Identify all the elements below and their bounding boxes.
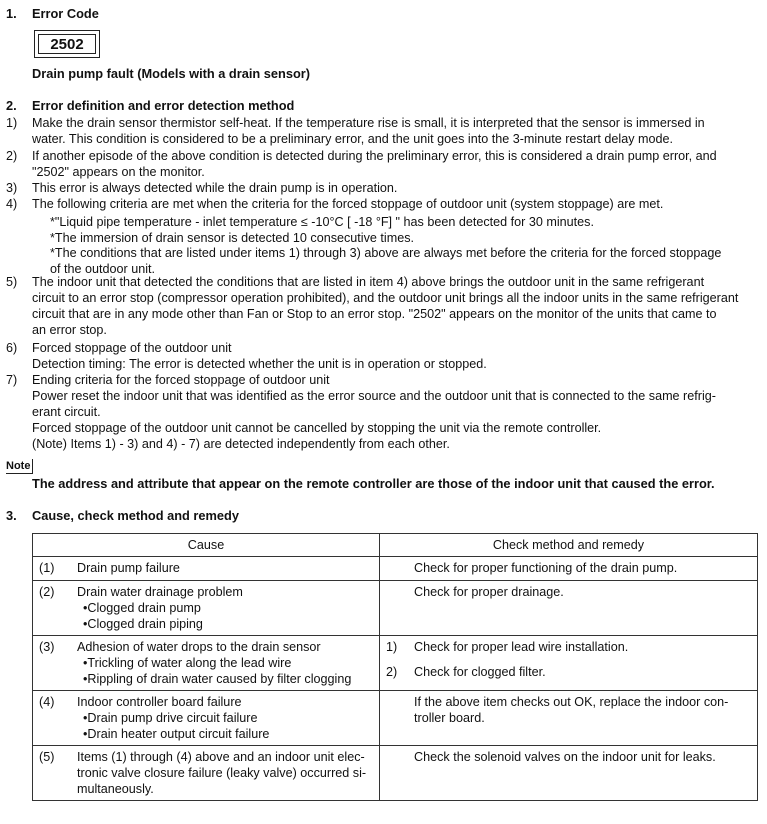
cause-cell <box>33 691 380 746</box>
definition-item-line: an error stop. <box>32 323 107 337</box>
criteria-line: *The conditions that are listed under items 1) through 3) above are always met before the criteria for the forced stoppage <box>50 246 722 260</box>
remedy-text <box>414 691 757 726</box>
definition-item-line: erant circuit. <box>32 405 101 419</box>
definition-item-number: 6) <box>6 341 18 355</box>
definition-item-line: Power reset the indoor unit that was identified as the error source and the outdoor unit that is connected to the same refrig- <box>32 389 716 403</box>
definition-item-line: (Note) Items 1) - 3) and 4) - 7) are detected independently from each other. <box>32 437 450 451</box>
cause-bullet: •Clogged drain pump <box>83 601 201 615</box>
section-3-number: 3. <box>6 508 17 523</box>
cause-line: Drain pump failure <box>77 561 180 575</box>
section-2-title: Error definition and error detection method <box>32 98 295 113</box>
definition-item-number: 2) <box>6 149 18 163</box>
definition-item-number: 7) <box>6 373 18 387</box>
cause-bullet: •Trickling of water along the lead wire <box>83 656 292 670</box>
definition-item-line: If another episode of the above condition is detected during the preliminary error, this is considered a drain pump error, and <box>32 149 717 163</box>
remedy-line: Check for proper drainage. <box>414 585 564 599</box>
remedy-cell <box>380 581 758 636</box>
cause-line: tronic valve closure failure (leaky valve) occurred si- <box>77 766 367 780</box>
table-row <box>33 557 758 581</box>
cause-text <box>77 691 379 745</box>
definition-item-line: circuit that are in any mode other than Fan or Stop to an error stop. "2502" appears on the monitor of the units that came to <box>32 307 717 321</box>
definition-item-number: 5) <box>6 275 18 289</box>
section-1-number: 1. <box>6 6 17 21</box>
definition-item-line: "2502" appears on the monitor. <box>32 165 205 179</box>
definition-item-line: The indoor unit that detected the conditions that are listed in item 4) above brings the outdoor unit in the same refrigerant <box>32 275 705 289</box>
cause-line: Adhesion of water drops to the drain sensor <box>77 640 321 654</box>
cause-bullet: •Clogged drain piping <box>83 617 203 631</box>
cause-cell <box>33 581 380 636</box>
cause-line: multaneously. <box>77 782 154 796</box>
definition-item-line: Detection timing: The error is detected whether the unit is in operation or stopped. <box>32 357 487 371</box>
remedy-subitem-text: Check for proper lead wire installation. <box>414 640 629 654</box>
remedy-line: Check for proper functioning of the drain pump. <box>414 561 678 575</box>
remedy-subitem-number: 1) <box>386 640 398 654</box>
error-subtitle: Drain pump fault (Models with a drain sensor) <box>32 66 311 81</box>
note-text: The address and attribute that appear on the remote controller are those of the indoor unit that caused the error. <box>32 476 715 491</box>
remedy-line: Check the solenoid valves on the indoor unit for leaks. <box>414 750 716 764</box>
definition-item-line: water. This condition is considered to be a preliminary error, and the unit goes into the 3-minute restart delay mode. <box>32 132 673 146</box>
definition-item-line: circuit to an error stop (compressor operation prohibited), and the outdoor unit brings all the indoor units in the same refrigerant <box>32 291 739 305</box>
cause-bullet: •Rippling of drain water caused by filter clogging <box>83 672 352 686</box>
definition-item-number: 4) <box>6 197 18 211</box>
remedy-text <box>414 746 757 765</box>
section-3-title: Cause, check method and remedy <box>32 508 239 523</box>
remedy-text <box>414 557 757 576</box>
remedy-text <box>380 636 757 680</box>
definition-item-line: This error is always detected while the drain pump is in operation. <box>32 181 398 195</box>
cause-cell-content <box>33 557 379 579</box>
remedy-cell <box>380 691 758 746</box>
row-number: (3) <box>39 640 55 654</box>
cause-line: Drain water drainage problem <box>77 585 243 599</box>
cause-cell <box>33 557 380 581</box>
remedy-subitem-number: 2) <box>386 665 398 679</box>
table-row <box>33 691 758 746</box>
cause-cell-content <box>33 691 379 745</box>
row-number: (1) <box>39 561 55 575</box>
table-row <box>33 636 758 691</box>
row-number: (2) <box>39 585 55 599</box>
table-row <box>33 581 758 636</box>
remedy-subitem-text: Check for clogged filter. <box>414 665 546 679</box>
error-code: 2502 <box>38 34 96 54</box>
cause-text <box>77 581 379 635</box>
cause-text <box>77 746 379 800</box>
criteria-line: *The immersion of drain sensor is detected 10 consecutive times. <box>50 230 414 245</box>
cause-cell <box>33 746 380 801</box>
error-code-box <box>34 30 100 58</box>
definition-item-line: Ending criteria for the forced stoppage of outdoor unit <box>32 373 330 387</box>
cause-cell <box>33 636 380 691</box>
header-remedy: Check method and remedy <box>380 534 758 557</box>
remedy-line: If the above item checks out OK, replace the indoor con- <box>414 695 729 709</box>
definition-item-number: 3) <box>6 181 18 195</box>
row-number: (5) <box>39 750 55 764</box>
cause-bullet: •Drain pump drive circuit failure <box>83 711 258 725</box>
cause-line: Items (1) through (4) above and an indoor unit elec- <box>77 750 365 764</box>
definition-item-line: Make the drain sensor thermistor self-heat. If the temperature rise is small, it is interpreted that the sensor is immersed in <box>32 116 705 130</box>
cause-bullet: •Drain heater output circuit failure <box>83 727 270 741</box>
remedy-text <box>414 581 757 600</box>
cause-cell-content <box>33 581 379 635</box>
cause-text <box>77 557 379 579</box>
definition-item-number: 1) <box>6 116 18 130</box>
definition-item-line: The following criteria are met when the criteria for the forced stoppage of outdoor unit (system stoppage) are met. <box>32 197 664 211</box>
criteria-line: *"Liquid pipe temperature - inlet temperature ≤ -10°C [ -18 °F] " has been detected for 30 minutes. <box>50 215 594 229</box>
remedy-line: troller board. <box>414 711 485 725</box>
cause-text <box>77 636 379 690</box>
cause-cell-content <box>33 746 379 800</box>
remedy-subitem <box>380 639 757 655</box>
definition-item-line: Forced stoppage of the outdoor unit <box>32 341 232 355</box>
row-number: (4) <box>39 695 55 709</box>
remedy-subitem <box>380 664 757 680</box>
table-row <box>33 746 758 801</box>
note-label: Note <box>6 459 33 474</box>
definition-item-line: Forced stoppage of the outdoor unit cannot be cancelled by stopping the unit via the remote controller. <box>32 421 602 435</box>
cause-cell-content <box>33 636 379 690</box>
table-header-row <box>33 534 758 557</box>
cause-remedy-table <box>32 533 758 801</box>
section-2-number: 2. <box>6 98 17 113</box>
remedy-cell <box>380 557 758 581</box>
header-cause: Cause <box>33 534 380 557</box>
cause-line: Indoor controller board failure <box>77 695 242 709</box>
remedy-cell <box>380 636 758 691</box>
remedy-cell <box>380 746 758 801</box>
criteria-line: of the outdoor unit. <box>50 261 156 276</box>
section-1-title: Error Code <box>32 6 99 21</box>
